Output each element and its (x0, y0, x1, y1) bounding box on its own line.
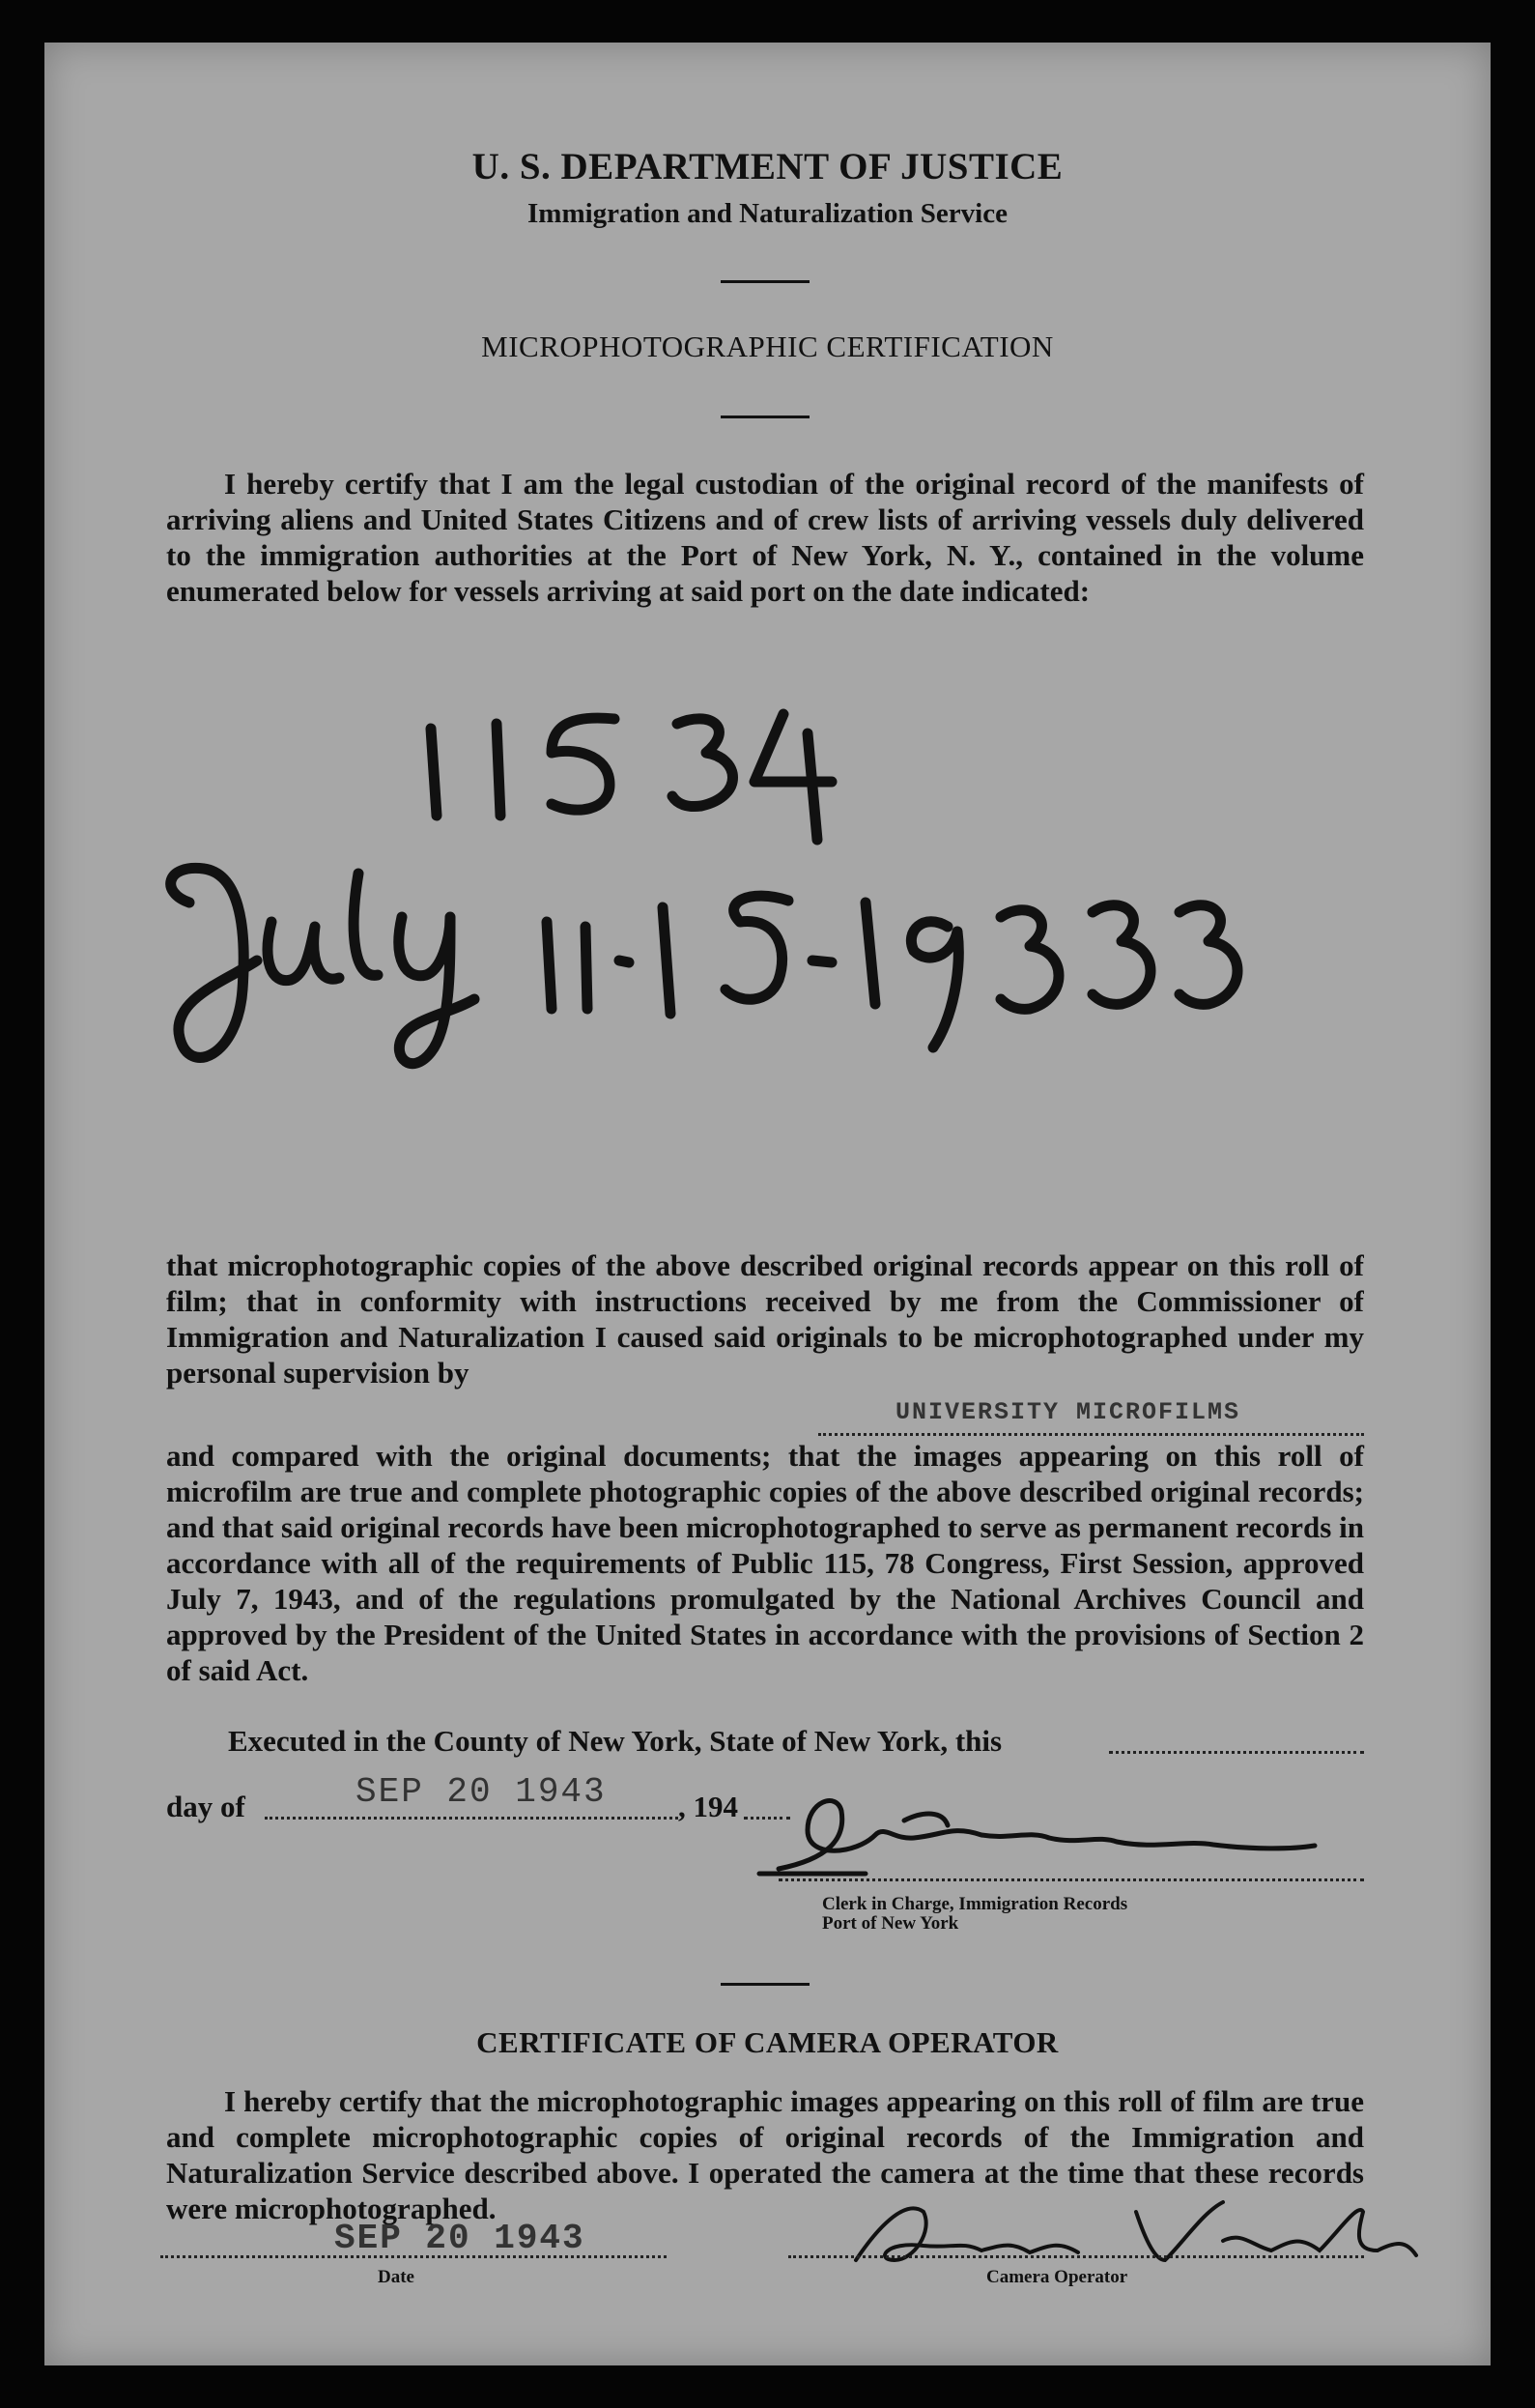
camera-operator-paragraph: I hereby certify that the microphotographic images appearing on this roll of film are true and complete microphotographic copies of original records of the Immigration and Naturalization Service described above. I operated the camera at the time that these records were microphotographed. (166, 2084, 1364, 2225)
body-paragraph-part1 (166, 1247, 1364, 1392)
clerk-location: Port of New York (822, 1913, 959, 1934)
camera-operator-signature-line (788, 2255, 1364, 2258)
handwritten-entry (44, 671, 1491, 1173)
intro-paragraph: I hereby certify that I am the legal custodian of the original record of the manifests of arriving aliens and United States Citizens and of crew lists of arriving vessels duly delivered to the immigration authorities at the Port of New York, N. Y., contained in the volume enumerated below for vessels arriving at said port on the date indicated: (166, 467, 1364, 608)
camera-operator-signature (837, 2193, 1436, 2279)
clerk-title: Clerk in Charge, Immigration Records (822, 1894, 1128, 1914)
body-paragraph-part2: and compared with the original documents; that the images appearing on this roll of microfilm are true and complete photographic copies of the above described original records; and that said original records have been microphotographed to serve as permanent records in accordance with all of the requirements of Public 115, 78 Congress, First Session, approved July 7, 1943, and of the regulations promulgated by the National Archives Council and approved by the President of the United States in accordance with the provisions of Section 2 of said Act. (166, 1439, 1364, 1687)
executed-statement: Executed in the County of New York, State of New York, this (228, 1724, 1003, 1758)
divider (721, 280, 810, 283)
body-text-1: that microphotographic copies of the above described original records appear on this roll of film; that in conformity with instructions received by me from the Commissioner of Immigration and Naturalization I caused said originals to be microphotographed under my personal supervision by (166, 1248, 1364, 1390)
executed-day-blank (1109, 1751, 1364, 1754)
day-of-stamped-date: SEP 20 1943 (355, 1772, 607, 1812)
day-of-label: day of (166, 1790, 245, 1823)
handwritten-date-range (171, 868, 1237, 1063)
clerk-signature (750, 1782, 1349, 1888)
divider (721, 1983, 810, 1986)
clerk-signature-line (779, 1878, 1364, 1881)
certification-title: MICROPHOTOGRAPHIC CERTIFICATION (481, 330, 1054, 363)
certificate-sheet (44, 43, 1491, 2365)
camera-operator-label: Camera Operator (986, 2267, 1128, 2287)
department-heading: U. S. DEPARTMENT OF JUSTICE (471, 146, 1064, 187)
camera-operator-title: CERTIFICATE OF CAMERA OPERATOR (476, 2025, 1059, 2059)
service-subheading: Immigration and Naturalization Service (527, 198, 1008, 229)
year-prefix: , 194 (678, 1790, 738, 1823)
divider (721, 416, 810, 418)
date-label: Date (378, 2267, 414, 2287)
handwritten-volume-number (431, 714, 832, 840)
date-line (160, 2255, 667, 2258)
day-of-blank (265, 1817, 678, 1820)
camera-stamped-date: SEP 20 1943 (334, 2219, 585, 2258)
filmed-by-stamp: UNIVERSITY MICROFILMS (895, 1398, 1241, 1426)
